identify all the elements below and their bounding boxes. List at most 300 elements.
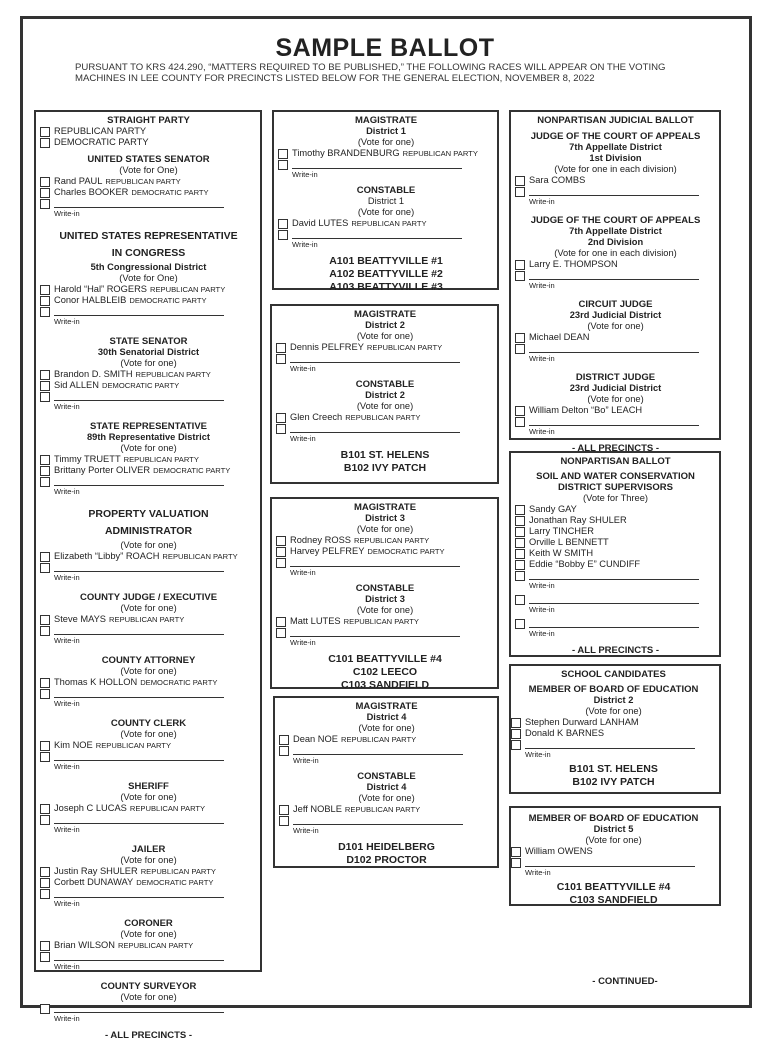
candidate-option[interactable]: [40, 877, 257, 888]
write-in-checkbox[interactable]: [40, 626, 50, 636]
all-precincts-label: - ALL PRECINCTS -: [104, 1030, 193, 1041]
party-label: DEMOCRATIC PARTY: [101, 381, 180, 390]
write-in-line[interactable]: [54, 200, 224, 208]
write-in-checkbox[interactable]: [276, 354, 286, 364]
candidate-option[interactable]: [276, 546, 494, 557]
candidate-option[interactable]: [511, 728, 716, 739]
write-in-option[interactable]: [276, 353, 494, 364]
district-label: 23rd Judicial District: [569, 383, 662, 393]
vote-instruction: (Vote for one): [120, 540, 177, 550]
write-in-line[interactable]: [293, 747, 463, 755]
candidate-option[interactable]: [40, 187, 257, 198]
write-in-option[interactable]: [40, 476, 257, 487]
write-in-checkbox[interactable]: [515, 417, 525, 427]
write-in-label: Write-in: [290, 434, 316, 443]
write-in-option[interactable]: [40, 306, 257, 317]
vote-checkbox[interactable]: [515, 516, 525, 526]
race-heading: STATE SENATOR: [109, 336, 188, 347]
write-in-line[interactable]: [54, 953, 224, 961]
write-in-label: Write-in: [292, 240, 318, 249]
write-in-option[interactable]: [40, 625, 257, 636]
candidate-name: Rodney ROSS: [290, 535, 351, 545]
race-heading: JAILER: [131, 844, 166, 855]
write-in-checkbox[interactable]: [515, 619, 525, 629]
race-heading: DISTRICT JUDGE: [575, 372, 656, 383]
vote-instruction: (Vote for one): [120, 358, 177, 368]
vote-checkbox[interactable]: [40, 804, 50, 814]
candidate-option[interactable]: [40, 137, 257, 148]
write-in-line[interactable]: [54, 393, 224, 401]
write-in-label: Write-in: [293, 756, 319, 765]
write-in-line[interactable]: [54, 753, 224, 761]
write-in-line[interactable]: [290, 355, 460, 363]
write-in-line[interactable]: [529, 572, 699, 580]
vote-checkbox[interactable]: [40, 177, 50, 187]
party-label: REPUBLICAN PARTY: [95, 741, 172, 750]
write-in-option[interactable]: [515, 416, 716, 427]
precinct-label: C101 BEATTYVILLE #4: [328, 653, 442, 665]
write-in-label: Write-in: [529, 581, 555, 590]
write-in-checkbox[interactable]: [40, 392, 50, 402]
vote-checkbox[interactable]: [40, 941, 50, 951]
vote-checkbox[interactable]: [40, 552, 50, 562]
vote-checkbox[interactable]: [278, 149, 288, 159]
vote-checkbox[interactable]: [515, 505, 525, 515]
district-label: 5th Congressional District: [90, 262, 207, 272]
candidate-name: Conor HALBLEIB: [54, 295, 127, 305]
vote-instruction: (Vote for one): [357, 137, 415, 147]
write-in-option[interactable]: [511, 857, 716, 868]
vote-instruction: (Vote for one): [356, 331, 414, 341]
write-in-line[interactable]: [529, 596, 699, 604]
vote-checkbox[interactable]: [511, 718, 521, 728]
write-in-label: Write-in: [54, 209, 80, 218]
candidate-name: Sid ALLEN: [54, 380, 99, 390]
vote-checkbox[interactable]: [40, 878, 50, 888]
candidate-option[interactable]: [515, 175, 716, 186]
all-precincts-label: - ALL PRECINCTS -: [571, 645, 660, 656]
candidate-name: Timothy BRANDENBURG: [292, 148, 400, 158]
vote-instruction: (Vote for One): [119, 273, 178, 283]
write-in-option[interactable]: [40, 888, 257, 899]
race-heading: STATE REPRESENTATIVE: [89, 421, 207, 432]
write-in-label: Write-in: [54, 1014, 80, 1023]
race-heading: CONSTABLE: [356, 185, 416, 196]
intro-text: PURSUANT TO KRS 424.290, “MATTERS REQUIRED TO BE PUBLISHED,” THE FOLLOWING RACES WILL APPEAR ON THE VOTING MACHINES IN LEE COUNTY FOR PRECINCTS LISTED BELOW FOR THE GENERAL ELECTION, NOVEMBER 8, 2022: [75, 62, 666, 84]
write-in-option[interactable]: [515, 618, 716, 629]
write-in-option[interactable]: [278, 229, 494, 240]
write-in-label: Write-in: [525, 750, 551, 759]
write-in-line[interactable]: [292, 161, 462, 169]
vote-checkbox[interactable]: [511, 847, 521, 857]
race-heading: MAGISTRATE: [354, 115, 418, 126]
race-heading: MAGISTRATE: [353, 309, 417, 320]
write-in-checkbox[interactable]: [511, 858, 521, 868]
party-label: REPUBLICAN PARTY: [109, 615, 185, 624]
vote-instruction: (Vote for one): [587, 321, 644, 331]
precinct-label: D102 PROCTOR: [346, 854, 427, 866]
write-in-label: Write-in: [292, 170, 318, 179]
write-in-checkbox[interactable]: [515, 595, 525, 605]
candidate-option[interactable]: [515, 537, 716, 548]
candidate-option[interactable]: [511, 846, 716, 857]
write-in-option[interactable]: [40, 751, 257, 762]
vote-checkbox[interactable]: [40, 466, 50, 476]
write-in-label: Write-in: [529, 629, 555, 638]
race-heading: JUDGE OF THE COURT OF APPEALS: [530, 215, 701, 226]
write-in-label: Write-in: [54, 402, 80, 411]
write-in-label: Write-in: [54, 962, 80, 971]
write-in-option[interactable]: [515, 343, 716, 354]
vote-instruction: (Vote for one): [357, 207, 415, 217]
vote-checkbox[interactable]: [276, 536, 286, 546]
candidate-name: Brittany Porter OLIVER: [54, 465, 151, 475]
vote-instruction: (Vote for one): [120, 855, 177, 865]
write-in-option[interactable]: [276, 557, 494, 568]
write-in-checkbox[interactable]: [40, 815, 50, 825]
candidate-name: REPUBLICAN PARTY: [54, 126, 147, 136]
write-in-checkbox[interactable]: [40, 477, 50, 487]
write-in-checkbox[interactable]: [40, 307, 50, 317]
race-heading: IN CONGRESS: [111, 247, 186, 259]
party-label: DEMOCRATIC PARTY: [129, 296, 207, 305]
candidate-name: Sara COMBS: [529, 175, 586, 185]
write-in-line[interactable]: [525, 859, 695, 867]
write-in-label: Write-in: [290, 568, 316, 577]
write-in-checkbox[interactable]: [515, 187, 525, 197]
write-in-checkbox[interactable]: [40, 752, 50, 762]
candidate-name: Harold “Hal” ROGERS: [54, 284, 147, 294]
write-in-line[interactable]: [54, 308, 224, 316]
write-in-line[interactable]: [529, 345, 699, 353]
write-in-line[interactable]: [54, 627, 224, 635]
vote-checkbox[interactable]: [40, 370, 50, 380]
race-heading: SOIL AND WATER CONSERVATION: [536, 471, 695, 482]
candidate-name: Larry TINCHER: [529, 526, 594, 536]
party-label: REPUBLICAN PARTY: [343, 617, 419, 626]
candidate-name: Steve MAYS: [54, 614, 107, 624]
vote-checkbox[interactable]: [40, 381, 50, 391]
write-in-checkbox[interactable]: [40, 689, 50, 699]
candidate-name: Glen Creech: [290, 412, 343, 422]
district-label: District 3: [365, 594, 405, 604]
vote-checkbox[interactable]: [40, 285, 50, 295]
vote-instruction: (Vote for One): [119, 165, 178, 175]
write-in-line[interactable]: [290, 629, 460, 637]
vote-checkbox[interactable]: [279, 735, 289, 745]
party-label: REPUBLICAN PARTY: [140, 867, 216, 876]
precinct-label: A101 BEATTYVILLE #1: [329, 255, 443, 267]
write-in-option[interactable]: [40, 198, 257, 209]
candidate-option[interactable]: [276, 342, 494, 353]
vote-instruction: (Vote for one): [585, 835, 642, 845]
candidate-option[interactable]: [515, 526, 716, 537]
party-label: REPUBLICAN PARTY: [402, 149, 478, 158]
board-education-district-5-box: [509, 806, 721, 906]
vote-checkbox[interactable]: [279, 805, 289, 815]
write-in-option[interactable]: [515, 270, 716, 281]
vote-checkbox[interactable]: [515, 176, 525, 186]
candidate-option[interactable]: [40, 740, 257, 751]
write-in-checkbox[interactable]: [279, 746, 289, 756]
precinct-label: B102 IVY PATCH: [343, 462, 427, 474]
write-in-line[interactable]: [529, 620, 699, 628]
vote-checkbox[interactable]: [515, 527, 525, 537]
candidate-option[interactable]: [40, 369, 257, 380]
candidate-option[interactable]: [40, 866, 257, 877]
candidate-option[interactable]: [279, 804, 494, 815]
candidate-name: Charles BOOKER: [54, 187, 129, 197]
write-in-option[interactable]: [40, 951, 257, 962]
write-in-checkbox[interactable]: [511, 740, 521, 750]
candidate-option[interactable]: [515, 548, 716, 559]
section-heading: SCHOOL CANDIDATES: [561, 669, 666, 680]
race-heading: COUNTY ATTORNEY: [101, 655, 196, 666]
party-label: REPUBLICAN PARTY: [150, 285, 226, 294]
candidate-option[interactable]: [279, 734, 494, 745]
write-in-checkbox[interactable]: [40, 889, 50, 899]
write-in-checkbox[interactable]: [515, 344, 525, 354]
vote-instruction: (Vote for one): [358, 793, 415, 803]
candidate-option[interactable]: [515, 405, 716, 416]
candidate-name: Dean NOE: [293, 734, 338, 744]
vote-checkbox[interactable]: [40, 127, 50, 137]
write-in-line[interactable]: [54, 1005, 224, 1013]
write-in-checkbox[interactable]: [40, 1004, 50, 1014]
write-in-label: Write-in: [525, 868, 551, 877]
precinct-label: A103 BEATTYVILLE #3: [329, 281, 443, 293]
race-heading: DISTRICT SUPERVISORS: [558, 482, 673, 493]
vote-checkbox[interactable]: [515, 406, 525, 416]
race-heading: MEMBER OF BOARD OF EDUCATION: [528, 684, 699, 695]
race-heading: MAGISTRATE: [355, 701, 418, 712]
division-label: 1st Division: [589, 153, 642, 163]
vote-instruction: (Vote for one): [358, 723, 415, 733]
write-in-checkbox[interactable]: [515, 271, 525, 281]
candidate-option[interactable]: [40, 176, 257, 187]
vote-checkbox[interactable]: [40, 296, 50, 306]
party-label: REPUBLICAN PARTY: [353, 536, 430, 545]
vote-instruction: (Vote for one): [120, 603, 177, 613]
district-label: District 2: [365, 390, 405, 400]
vote-checkbox[interactable]: [276, 617, 286, 627]
vote-checkbox[interactable]: [515, 260, 525, 270]
candidate-name: Elizabeth “Libby” ROACH: [54, 551, 160, 561]
district-label: District 4: [366, 712, 407, 722]
soil-water-box: [509, 451, 721, 657]
write-in-label: Write-in: [54, 762, 80, 771]
candidate-name: David LUTES: [292, 218, 349, 228]
write-in-option[interactable]: [515, 570, 716, 581]
vote-checkbox[interactable]: [40, 455, 50, 465]
candidate-name: Donald K BARNES: [525, 728, 605, 738]
candidate-option[interactable]: [515, 515, 716, 526]
candidate-option[interactable]: [40, 551, 257, 562]
candidate-option[interactable]: [276, 535, 494, 546]
candidate-option[interactable]: [40, 126, 257, 137]
write-in-option[interactable]: [276, 627, 494, 638]
magistrate-district-4-box: [273, 696, 499, 868]
vote-checkbox[interactable]: [515, 538, 525, 548]
vote-checkbox[interactable]: [40, 678, 50, 688]
district-label: District 2: [365, 320, 405, 330]
school-candidates-box: [509, 664, 721, 794]
write-in-option[interactable]: [511, 739, 716, 750]
candidate-option[interactable]: [40, 803, 257, 814]
precinct-label: A102 BEATTYVILLE #2: [329, 268, 443, 280]
candidate-name: Matt LUTES: [290, 616, 341, 626]
write-in-line[interactable]: [529, 418, 699, 426]
write-in-option[interactable]: [515, 594, 716, 605]
write-in-line[interactable]: [525, 741, 695, 749]
candidate-option[interactable]: [40, 465, 257, 476]
write-in-label: Write-in: [290, 638, 316, 647]
vote-checkbox[interactable]: [40, 188, 50, 198]
write-in-option[interactable]: [279, 745, 494, 756]
write-in-checkbox[interactable]: [40, 199, 50, 209]
district-label: 7th Appellate District: [569, 226, 662, 236]
write-in-line[interactable]: [292, 231, 462, 239]
write-in-line[interactable]: [54, 564, 224, 572]
write-in-checkbox[interactable]: [278, 230, 288, 240]
write-in-line[interactable]: [290, 559, 460, 567]
write-in-checkbox[interactable]: [276, 424, 286, 434]
candidate-option[interactable]: [511, 717, 716, 728]
vote-checkbox[interactable]: [40, 138, 50, 148]
candidate-option[interactable]: [515, 559, 716, 570]
candidate-option[interactable]: [276, 412, 494, 423]
vote-checkbox[interactable]: [40, 615, 50, 625]
write-in-line[interactable]: [293, 817, 463, 825]
vote-checkbox[interactable]: [278, 219, 288, 229]
party-label: REPUBLICAN PARTY: [135, 370, 211, 379]
write-in-option[interactable]: [276, 423, 494, 434]
candidate-option[interactable]: [278, 218, 494, 229]
write-in-option[interactable]: [40, 814, 257, 825]
candidate-name: Joseph C LUCAS: [54, 803, 127, 813]
vote-checkbox[interactable]: [515, 549, 525, 559]
write-in-label: Write-in: [529, 605, 555, 614]
candidate-option[interactable]: [40, 614, 257, 625]
write-in-option[interactable]: [279, 815, 494, 826]
write-in-option[interactable]: [515, 186, 716, 197]
write-in-line[interactable]: [529, 188, 699, 196]
candidate-option[interactable]: [515, 259, 716, 270]
write-in-checkbox[interactable]: [40, 952, 50, 962]
candidate-option[interactable]: [40, 284, 257, 295]
write-in-label: Write-in: [529, 281, 555, 290]
candidate-name: Rand PAUL: [54, 176, 103, 186]
write-in-option[interactable]: [40, 1003, 257, 1014]
vote-checkbox[interactable]: [515, 560, 525, 570]
magistrate-district-3-box: [270, 497, 499, 689]
vote-checkbox[interactable]: [511, 729, 521, 739]
race-heading: PROPERTY VALUATION: [88, 508, 209, 520]
party-label: REPUBLICAN PARTY: [105, 177, 181, 186]
write-in-option[interactable]: [40, 562, 257, 573]
vote-checkbox[interactable]: [40, 867, 50, 877]
candidate-option[interactable]: [276, 616, 494, 627]
candidate-option[interactable]: [40, 454, 257, 465]
vote-instruction: (Vote for one): [120, 443, 177, 453]
party-label: DEMOCRATIC PARTY: [131, 188, 209, 197]
candidate-option[interactable]: [40, 677, 257, 688]
candidate-option[interactable]: [515, 332, 716, 343]
vote-checkbox[interactable]: [276, 413, 286, 423]
race-heading: JUDGE OF THE COURT OF APPEALS: [530, 131, 701, 142]
candidate-option[interactable]: [40, 940, 257, 951]
candidate-option[interactable]: [278, 148, 494, 159]
write-in-checkbox[interactable]: [276, 628, 286, 638]
race-heading: MEMBER OF BOARD OF EDUCATION: [528, 813, 699, 824]
precinct-label: B102 IVY PATCH: [572, 776, 655, 788]
write-in-option[interactable]: [278, 159, 494, 170]
write-in-line[interactable]: [54, 478, 224, 486]
write-in-line[interactable]: [54, 690, 224, 698]
party-label: DEMOCRATIC PARTY: [367, 547, 445, 556]
write-in-label: Write-in: [54, 825, 80, 834]
district-label: District 2: [593, 695, 634, 705]
write-in-line[interactable]: [529, 272, 699, 280]
district-label: District 4: [366, 782, 407, 792]
race-heading: CIRCUIT JUDGE: [578, 299, 653, 310]
district-label: District 1: [366, 126, 406, 136]
candidate-option[interactable]: [515, 504, 716, 515]
write-in-option[interactable]: [40, 391, 257, 402]
party-label: REPUBLICAN PARTY: [351, 219, 427, 228]
write-in-checkbox[interactable]: [279, 816, 289, 826]
write-in-checkbox[interactable]: [40, 563, 50, 573]
party-label: DEMOCRATIC PARTY: [136, 878, 214, 887]
vote-checkbox[interactable]: [276, 547, 286, 557]
candidate-name: Stephen Durward LANHAM: [525, 717, 639, 727]
vote-checkbox[interactable]: [276, 343, 286, 353]
vote-checkbox[interactable]: [40, 741, 50, 751]
race-heading: COUNTY CLERK: [110, 718, 187, 729]
precinct-label: C101 BEATTYVILLE #4: [556, 881, 671, 893]
write-in-line[interactable]: [54, 890, 224, 898]
precinct-label: C102 LEECO: [352, 666, 418, 678]
vote-checkbox[interactable]: [515, 333, 525, 343]
candidate-name: Jonathan Ray SHULER: [529, 515, 627, 525]
candidate-option[interactable]: [40, 380, 257, 391]
candidate-name: Sandy GAY: [529, 504, 577, 514]
candidate-name: Timmy TRUETT: [54, 454, 121, 464]
candidate-name: Eddie “Bobby E” CUNDIFF: [529, 559, 641, 569]
district-label: District 5: [593, 824, 634, 834]
write-in-label: Write-in: [54, 317, 80, 326]
write-in-checkbox[interactable]: [278, 160, 288, 170]
vote-instruction: (Vote for one): [356, 524, 414, 534]
party-label: DEMOCRATIC PARTY: [153, 466, 231, 475]
candidate-name: William Delton “Bo” LEACH: [529, 405, 643, 415]
precinct-label: C103 SANDFIELD: [340, 679, 430, 691]
party-label: REPUBLICAN PARTY: [123, 455, 199, 464]
vote-instruction: (Vote for one): [120, 929, 177, 939]
write-in-line[interactable]: [290, 425, 460, 433]
race-heading: CONSTABLE: [357, 771, 416, 782]
district-label: 7th Appellate District: [569, 142, 662, 152]
candidate-option[interactable]: [40, 295, 257, 306]
vote-instruction: (Vote for one): [120, 729, 177, 739]
all-precincts-label: - ALL PRECINCTS -: [571, 443, 660, 454]
race-heading: CONSTABLE: [355, 583, 415, 594]
write-in-checkbox[interactable]: [515, 571, 525, 581]
write-in-line[interactable]: [54, 816, 224, 824]
vote-instruction: (Vote for one): [356, 401, 414, 411]
write-in-option[interactable]: [40, 688, 257, 699]
write-in-checkbox[interactable]: [276, 558, 286, 568]
